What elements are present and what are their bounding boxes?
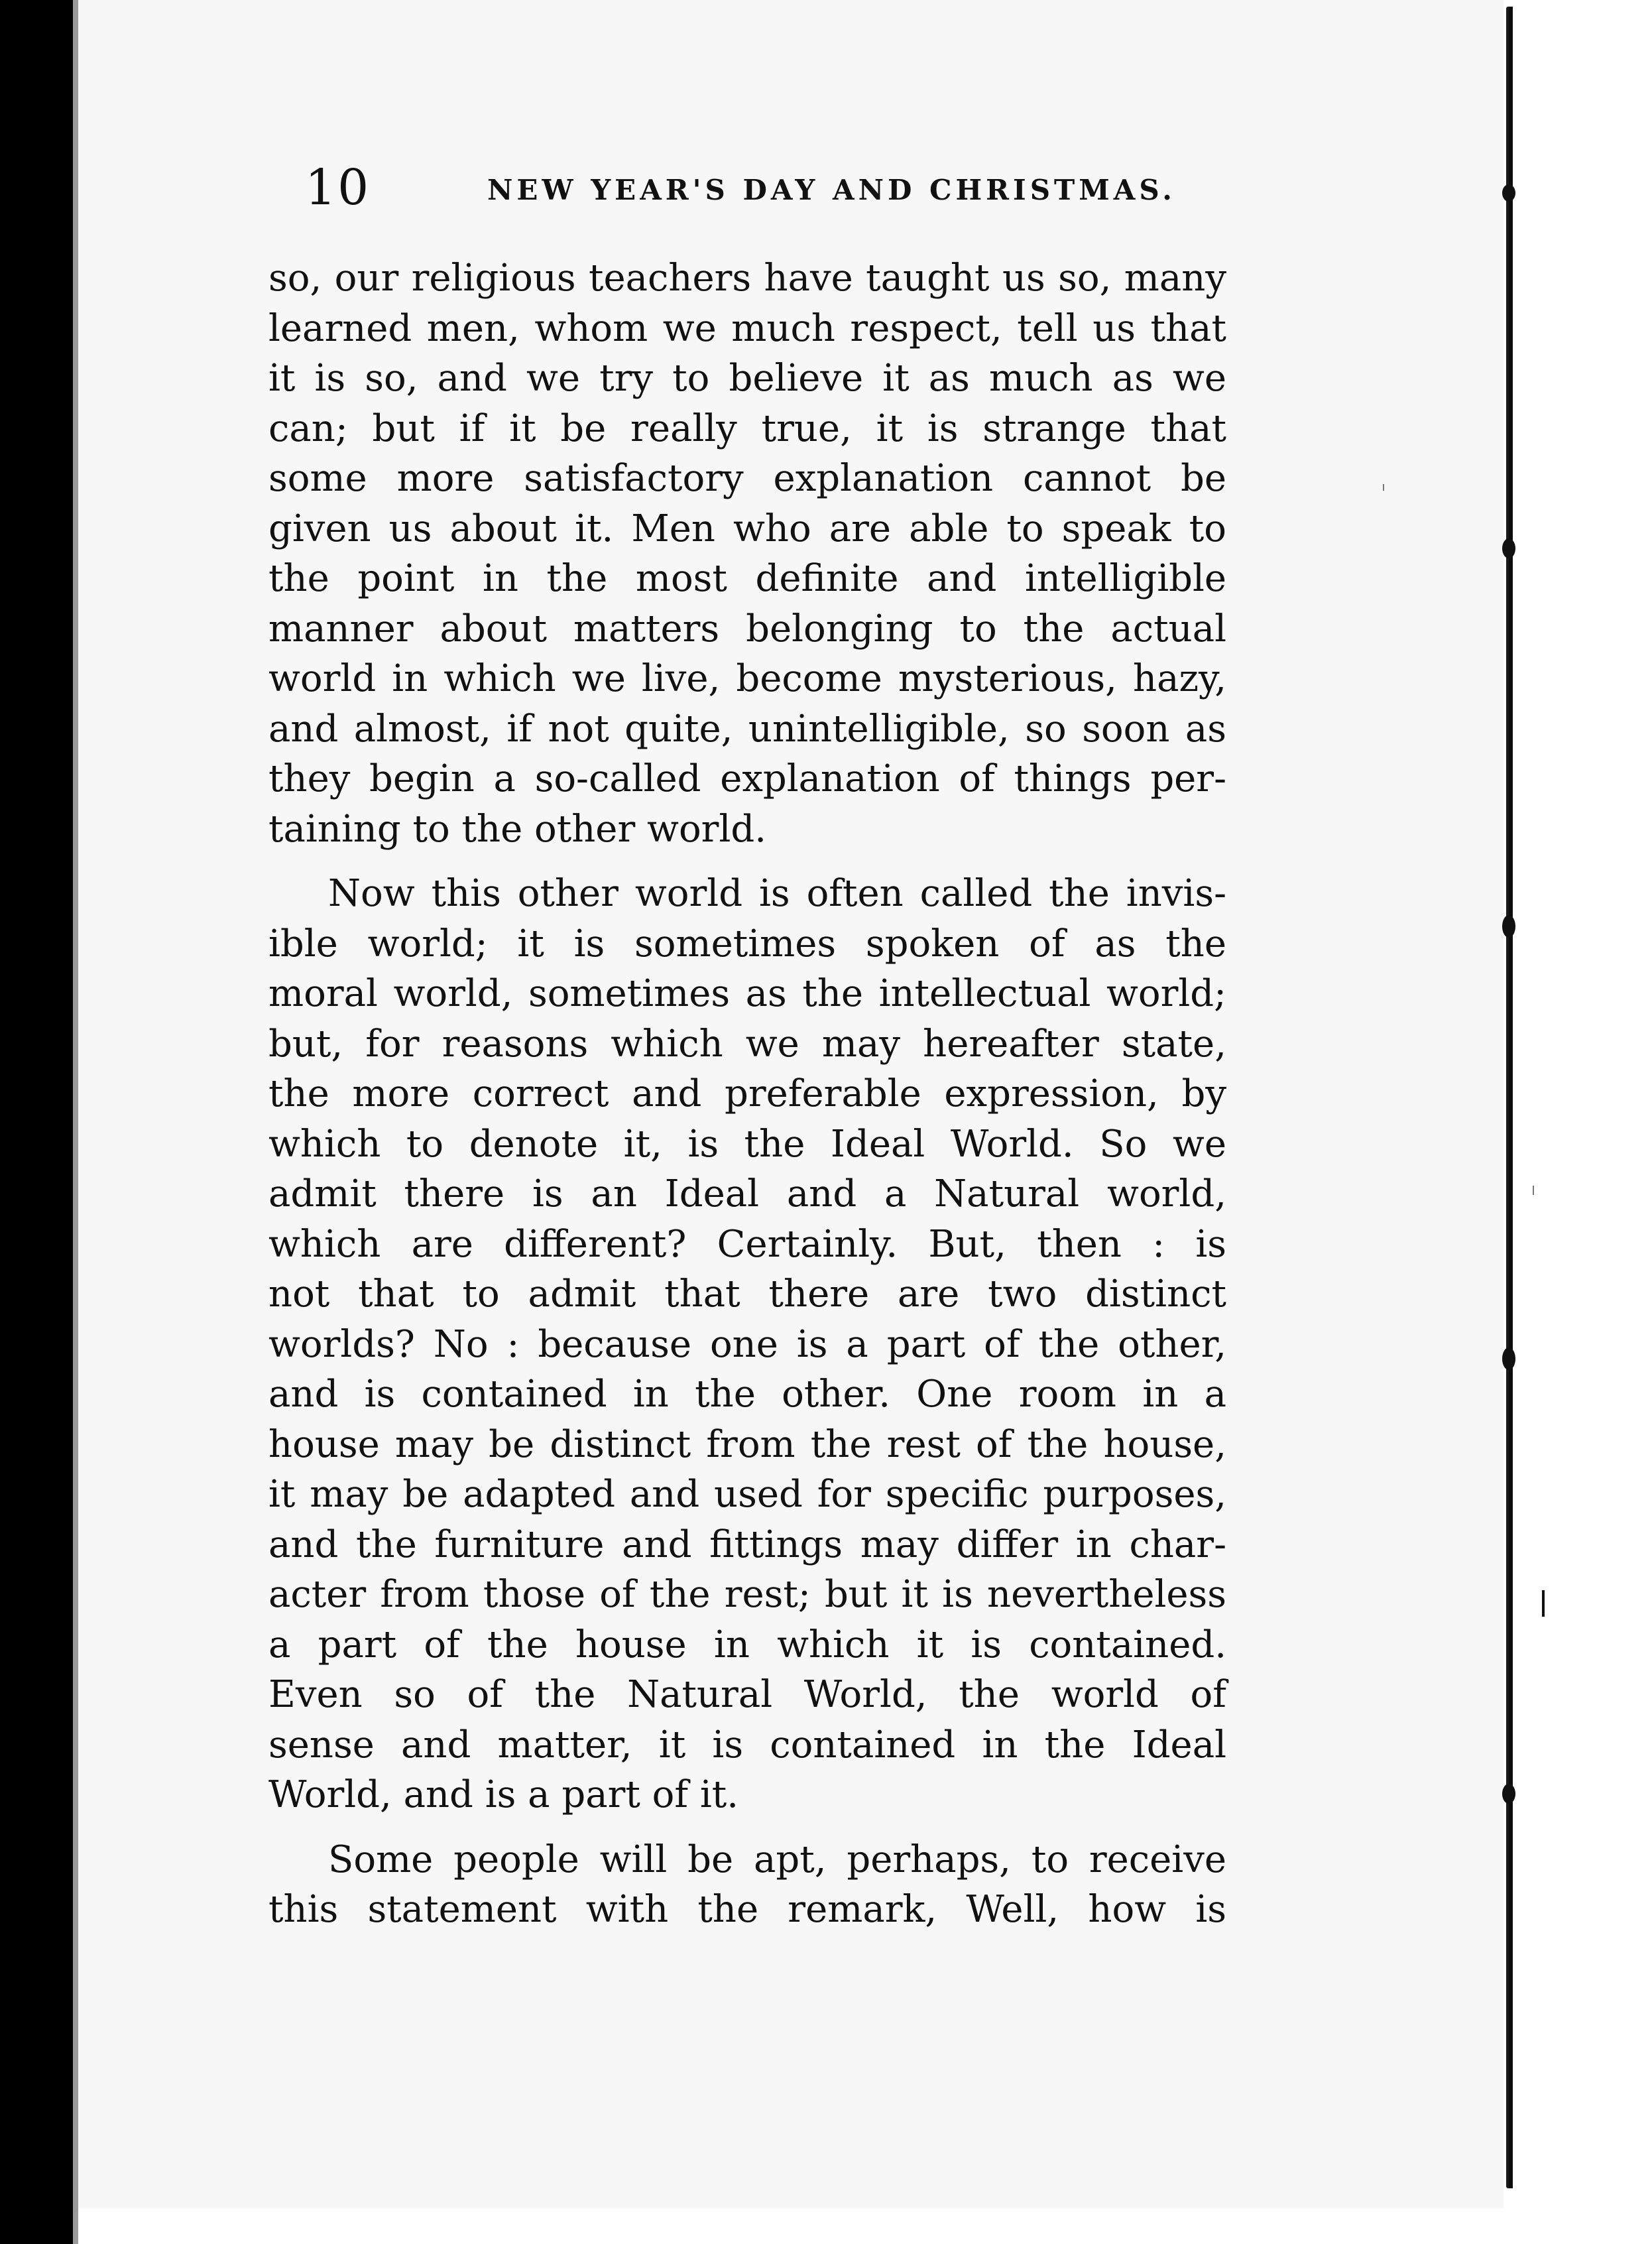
text-line: so, our religious teachers have taught us so, many <box>268 257 1226 300</box>
text-line: Now this other world is often called the invis- <box>328 872 1226 915</box>
text-line: can; but if it be really true, it is strange that <box>268 406 1226 450</box>
page-number: 10 <box>305 159 371 216</box>
binding-stitch <box>1502 538 1515 558</box>
text-line: World, and is a part of it. <box>268 1773 739 1816</box>
text-line: world in which we live, become mysterious, hazy, <box>268 657 1226 700</box>
text-line: manner about matters belonging to the actual <box>268 607 1226 651</box>
running-head <box>305 159 1511 232</box>
text-line: ible world; it is sometimes spoken of as the <box>268 922 1226 966</box>
left-scan-border <box>0 0 73 2244</box>
binding-mark <box>1383 484 1384 491</box>
binding-thread-shadow <box>1509 7 1513 2188</box>
text-line: learned men, whom we much respect, tell us that <box>268 306 1226 350</box>
text-line: a part of the house in which it is contained. <box>268 1623 1226 1666</box>
text-line: not that to admit that there are two distinct <box>268 1273 1226 1316</box>
text-line: worlds? No : because one is a part of the other, <box>268 1322 1226 1366</box>
text-line: the more correct and preferable expression, by <box>268 1072 1226 1115</box>
left-page-edge <box>73 0 78 2244</box>
text-line: this statement with the remark, Well, how is <box>268 1888 1226 1931</box>
text-line: given us about it. Men who are able to speak to <box>268 507 1226 550</box>
text-line: moral world, sometimes as the intellectual world; <box>268 972 1226 1015</box>
binding-stitch <box>1502 1784 1515 1804</box>
text-line: admit there is an Ideal and a Natural world, <box>268 1172 1226 1216</box>
text-line: the point in the most definite and intelligible <box>268 557 1226 600</box>
text-line: house may be distinct from the rest of the house, <box>268 1422 1226 1466</box>
text-line: they begin a so-called explanation of things per- <box>268 757 1226 800</box>
binding-mark <box>1542 1590 1545 1617</box>
text-line: which are different? Certainly. But, then : is <box>268 1222 1226 1266</box>
running-head-title: NEW YEAR'S DAY AND CHRISTMAS. <box>487 174 1176 206</box>
text-line: Even so of the Natural World, the world of <box>268 1673 1226 1716</box>
text-line: acter from those of the rest; but it is nevertheless <box>268 1573 1226 1616</box>
text-line: some more satisfactory explanation cannot be <box>268 457 1226 500</box>
text-line: Some people will be apt, perhaps, to receive <box>328 1838 1226 1881</box>
text-line: which to denote it, is the Ideal World. So we <box>268 1122 1226 1166</box>
right-margin <box>1539 0 1652 2244</box>
text-line: and is contained in the other. One room in a <box>268 1373 1226 1416</box>
paragraph-gap <box>268 1820 1226 1835</box>
text-line: but, for reasons which we may hereafter state, <box>268 1022 1226 1066</box>
binding-stitch <box>1502 915 1515 938</box>
text-line: taining to the other world. <box>268 807 766 851</box>
text-line: it is so, and we try to believe it as much as we <box>268 357 1226 400</box>
binding-mark <box>1533 1186 1534 1195</box>
text-line: it may be adapted and used for specific purposes, <box>268 1473 1226 1516</box>
text-line: and almost, if not quite, unintelligible, so soon as <box>268 707 1226 751</box>
body-text <box>268 253 1226 1935</box>
text-line: and the furniture and fittings may differ in char- <box>268 1523 1226 1566</box>
paragraph-gap <box>268 854 1226 869</box>
binding-stitch <box>1502 1347 1515 1370</box>
text-line: sense and matter, it is contained in the Ideal <box>268 1723 1226 1767</box>
